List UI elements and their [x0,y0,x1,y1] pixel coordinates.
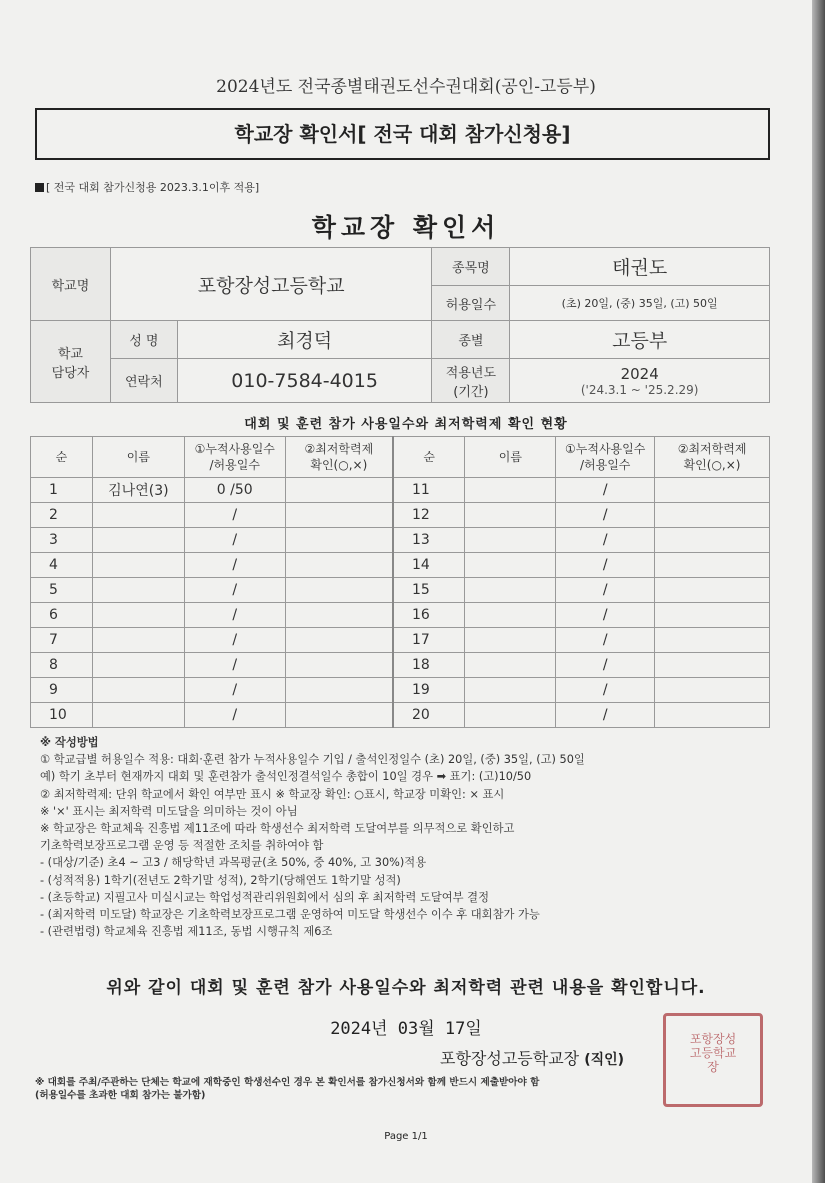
header-check-right-line2: 확인(○,×) [683,458,741,472]
cell-no: 2 [31,503,93,528]
cell-days: 0 /50 [184,478,285,503]
contact-value: 010-7584-4015 [177,359,432,403]
cell-no: 11 [393,478,465,503]
status-section-title: 대회 및 훈련 참가 사용일수와 최저학력제 확인 현황 [244,417,568,432]
note-line: - (초등학교) 지필고사 미실시교는 학업성적관리위원회에서 심의 후 최저학력 도달여부 결정 [40,890,489,904]
note-line: ① 학교급별 허용일수 적용: 대회·훈련 참가 누적사용일수 기입 / 출석인정일수 (초) 20일, (중) 35일, (고) 50일 [40,753,585,767]
school-label: 학교명 [31,248,111,321]
cell-check [655,678,770,703]
table-row [31,703,770,728]
cell-check [655,603,770,628]
cell-no: 1 [31,478,93,503]
event-label: 종목명 [432,248,510,286]
cell-name [465,678,556,703]
year-label [432,359,510,403]
square-bullet-icon [35,183,44,192]
cell-name [92,603,184,628]
note-line: ※ 학교장은 학교체육 진흥법 제11조에 따라 학생선수 최저학력 도달여부를 의무적으로 확인하고 [40,822,515,836]
year-label-line1: 적용년도 [445,365,496,381]
header-days-right [556,437,655,478]
cell-check [655,478,770,503]
note-line: - (성적적용) 1학기(전년도 2학기말 성적), 2학기(당해연도 1학기말 성적) [40,873,401,887]
table-row [31,603,770,628]
note-line: 예) 학기 초부터 현재까지 대회 및 훈련참가 출석인정결석일수 총합이 10일 경우 ➡ 표기: (고)10/50 [40,770,532,784]
cell-days: / [184,578,285,603]
cell-name [465,478,556,503]
cell-check [285,478,393,503]
header-name-right: 이름 [465,437,556,478]
contact-label: 연락처 [110,359,177,403]
cell-days: / [184,503,285,528]
cell-check [655,553,770,578]
year-label-line2: (기간) [453,384,489,400]
header-check-line1: ②최저학력제 [304,442,374,456]
cell-no: 3 [31,528,93,553]
cell-no: 5 [31,578,93,603]
cell-name [92,653,184,678]
cell-check [285,503,393,528]
name-label: 성 명 [110,321,177,359]
staff-label-line1: 학교 [57,346,83,362]
writing-instructions [40,734,775,940]
participant-table-header [31,437,770,478]
event-value: 태권도 [510,248,770,286]
table-row [31,528,770,553]
cell-name [92,678,184,703]
cell-no: 15 [393,578,465,603]
year-value: 2024 [620,364,659,383]
table-row [31,553,770,578]
cell-check [655,653,770,678]
cell-days: / [556,653,655,678]
cell-check [285,678,393,703]
table-row [31,503,770,528]
cell-days: / [184,678,285,703]
school-value: 포항장성고등학교 [110,248,432,321]
header-check-line2: 확인(○,×) [310,458,368,472]
cell-days: / [556,503,655,528]
document-title: 학교장 확인서 [311,213,501,242]
cell-name [92,528,184,553]
form-note-text: [ 전국 대회 참가신청용 2023.3.1이후 적용] [46,181,260,194]
cell-days: / [556,703,655,728]
cell-name [465,703,556,728]
cell-check [655,703,770,728]
cell-check [655,578,770,603]
cell-name [92,578,184,603]
cell-check [285,628,393,653]
name-value: 최경덕 [177,321,432,359]
cell-days: / [556,603,655,628]
cell-name: 김나연(3) [92,478,184,503]
note-line: ② 최저학력제: 단위 학교에서 확인 여부만 표시 ※ 학교장 확인: ○표시, 학교장 미확인: × 표시 [40,787,505,801]
cell-no: 16 [393,603,465,628]
competition-header: 2024년도 전국종별태권도선수권대회(공인-고등부) [216,77,596,97]
cell-no: 13 [393,528,465,553]
cell-days: / [184,528,285,553]
cell-check [285,653,393,678]
note-line: - (관련법령) 학교체육 진흥법 제11조, 동법 시행규칙 제6조 [40,925,333,939]
cell-check [285,528,393,553]
cell-days: / [556,478,655,503]
cell-no: 12 [393,503,465,528]
table-row [31,678,770,703]
table-row [31,653,770,678]
cell-name [92,703,184,728]
note-line: 기초학력보장프로그램 운영 등 적절한 조치를 취하여야 함 [40,839,324,853]
cell-days: / [184,628,285,653]
cell-no: 8 [31,653,93,678]
cell-no: 6 [31,603,93,628]
cell-name [92,628,184,653]
division-value: 고등부 [510,321,770,359]
header-days-right-line2: /허용일수 [579,458,631,472]
participant-table [30,436,770,728]
division-label: 종별 [432,321,510,359]
table-row [31,628,770,653]
cell-no: 10 [31,703,93,728]
cell-no: 19 [393,678,465,703]
footnote-line-2: (허용일수를 초과한 대회 참가는 불가함) [35,1090,206,1101]
cell-days: / [184,603,285,628]
note-line: - (최저학력 미도달) 학교장은 기초학력보장프로그램 운영하여 미도달 학생선수 이수 후 대회참가 가능 [40,908,540,922]
cell-name [92,553,184,578]
issue-date: 2024년 03월 17일 [330,1019,482,1039]
cell-days: / [556,578,655,603]
header-days-right-line1: ①누적사용일수 [565,442,646,456]
footnote [35,1076,775,1102]
cell-days: / [556,553,655,578]
cell-days: / [556,528,655,553]
cell-name [465,578,556,603]
cell-no: 4 [31,553,93,578]
footnote-line-1: ※ 대회를 주최/주관하는 단체는 학교에 재학중인 학생선수인 경우 본 확인서를 참가신청서와 함께 반드시 제출받아야 함 [35,1077,540,1088]
cell-check [285,578,393,603]
header-check-right [655,437,770,478]
cell-days: / [184,653,285,678]
cell-check [655,628,770,653]
cell-name [465,553,556,578]
cell-days: / [184,553,285,578]
staff-label [31,321,111,403]
header-no-right: 순 [393,437,465,478]
year-cell [510,359,770,403]
cell-check [285,603,393,628]
official-seal: 포항장성 고등학교 장 [663,1013,763,1107]
header-no: 순 [31,437,93,478]
form-note [35,179,259,195]
cell-no: 9 [31,678,93,703]
cell-days: / [184,703,285,728]
cell-no: 20 [393,703,465,728]
cell-check [655,503,770,528]
header-check [285,437,393,478]
header-name: 이름 [92,437,184,478]
cell-name [465,503,556,528]
cell-no: 17 [393,628,465,653]
staff-label-line2: 담당자 [51,365,90,381]
cell-name [465,653,556,678]
header-days-line2: /허용일수 [209,458,260,472]
cell-name [465,528,556,553]
note-line: - (대상/기준) 초4 ~ 고3 / 해당학년 과목평균(초 50%, 중 40%, 고 30%)적용 [40,856,427,870]
allowed-days-value: (초) 20일, (중) 35일, (고) 50일 [510,286,770,321]
table-row [31,578,770,603]
cell-days: / [556,678,655,703]
period-value: ('24.3.1 ~ '25.2.29) [580,382,699,397]
cell-no: 18 [393,653,465,678]
cell-name [92,503,184,528]
cell-name [465,628,556,653]
participant-table-body [31,478,770,728]
confirmation-statement: 위와 같이 대회 및 훈련 참가 사용일수와 최저학력 관련 내용을 확인합니다. [106,978,706,998]
cell-check [285,553,393,578]
note-line: ※ '×' 표시는 최저학력 미도달을 의미하는 것이 아님 [40,804,298,818]
seal-mark: (직인) [584,1052,625,1068]
principal-signature [440,1046,624,1069]
header-days-line1: ①누적사용일수 [194,442,275,456]
allowed-days-label: 허용일수 [432,286,510,321]
school-info-table [30,247,770,403]
cell-check [285,703,393,728]
page-number: Page 1/1 [384,1131,428,1142]
cell-check [655,528,770,553]
background-edge [812,0,825,1183]
header-days [184,437,285,478]
cell-name [465,603,556,628]
principal-name: 포항장성고등학교장 [440,1049,580,1068]
notes-heading: ※ 작성방법 [40,736,99,749]
header-check-right-line1: ②최저학력제 [677,442,747,456]
cell-no: 14 [393,553,465,578]
table-row [31,478,770,503]
cell-days: / [556,628,655,653]
cell-no: 7 [31,628,93,653]
title-box: 학교장 확인서[ 전국 대회 참가신청용] [35,108,770,160]
